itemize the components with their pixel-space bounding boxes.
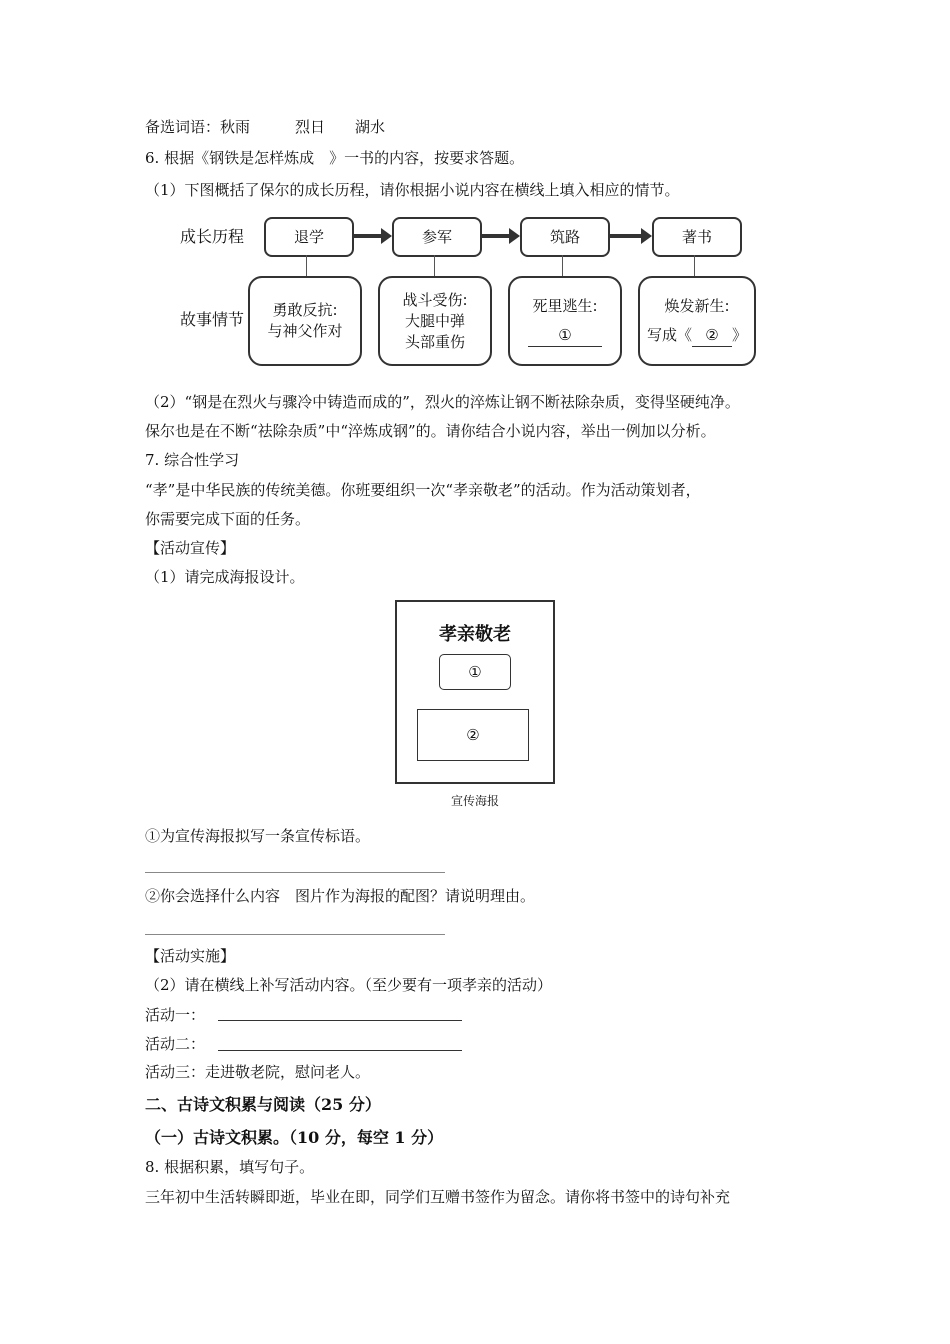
activity-2-label: 活动二： xyxy=(145,1035,206,1053)
question-7-intro-line2: 你需要完成下面的任务。 xyxy=(145,510,311,528)
question-6-1: （1）下图概括了保尔的成长历程，请你根据小说内容在横线上填入相应的情节。 xyxy=(145,181,680,199)
connector xyxy=(694,255,695,277)
question-6: 6. 根据《钢铁是怎样炼成 》一书的内容，按要求答题。 xyxy=(145,149,525,167)
plot-box-2 xyxy=(378,276,492,366)
poster-caption: 宣传海报 xyxy=(450,794,499,808)
slot-marker: ① xyxy=(468,663,482,681)
stage-box-3 xyxy=(520,217,610,257)
connector xyxy=(562,255,563,277)
task-1: ①为宣传海报拟写一条宣传标语。 xyxy=(145,827,371,845)
plot-text: 焕发新生: xyxy=(664,296,730,315)
question-8-intro: 三年初中生活转瞬即逝，毕业在即，同学们互赠书签作为留念。请你将书签中的诗句补充 xyxy=(145,1188,731,1206)
row-label-story: 故事情节 xyxy=(180,310,245,329)
plot-box-1 xyxy=(248,276,362,366)
question-6-2-line2: 保尔也是在不断“祛除杂质”中“淬炼成钢”的。请你结合小说内容，举出一例加以分析。 xyxy=(145,422,716,440)
slot-marker: ② xyxy=(466,726,480,744)
write-prefix: 写成《 xyxy=(646,325,692,344)
plot-box-4 xyxy=(638,276,756,366)
answer-line[interactable] xyxy=(145,934,445,935)
question-7-intro-line1: “孝”是中华民族的传统美德。你班要组织一次“孝亲敬老”的活动。作为活动策划者， xyxy=(145,481,701,499)
plot-text: 勇敢反抗: 与神父作对 xyxy=(267,301,343,340)
activity-2-line[interactable] xyxy=(218,1050,462,1051)
stage-box-2 xyxy=(392,217,482,257)
question-7-2: （2）请在横线上补写活动内容。（至少要有一项孝亲的活动） xyxy=(145,976,553,994)
stage-label: 参军 xyxy=(421,227,452,246)
question-8: 8. 根据积累，填写句子。 xyxy=(145,1158,315,1176)
activity-1-line[interactable] xyxy=(218,1020,462,1021)
connector xyxy=(306,255,307,277)
stage-box-1 xyxy=(264,217,354,257)
candidate-words: 备选词语：秋雨 烈日 湖水 xyxy=(145,118,386,136)
poster-slot-2 xyxy=(417,709,529,761)
promo-header: 【活动宣传】 xyxy=(145,539,236,557)
poster xyxy=(395,600,555,784)
blank-2 xyxy=(692,325,732,347)
section-2-1-heading: （一）古诗文积累。（10 分，每空 1 分） xyxy=(145,1128,444,1147)
answer-line[interactable] xyxy=(145,872,445,873)
task-2: ②你会选择什么内容 图片作为海报的配图？请说明理由。 xyxy=(145,887,536,905)
plot-box-3 xyxy=(508,276,622,366)
arrow-icon xyxy=(352,234,382,238)
book-title-line xyxy=(647,325,747,347)
blank-1 xyxy=(528,325,602,347)
question-7-1: （1）请完成海报设计。 xyxy=(145,568,305,586)
write-suffix: 》 xyxy=(732,325,748,344)
arrow-icon xyxy=(608,234,642,238)
question-6-2-line1: （2）“钢是在烈火与骤冷中铸造而成的”，烈火的淬炼让钢不断祛除杂质，变得坚硬纯净。 xyxy=(145,393,740,411)
section-2-heading: 二、古诗文积累与阅读（25 分） xyxy=(145,1095,381,1114)
connector xyxy=(434,255,435,277)
question-7: 7. 综合性学习 xyxy=(145,451,240,469)
activity-3: 活动三：走进敬老院，慰问老人。 xyxy=(145,1063,371,1081)
arrow-icon xyxy=(480,234,510,238)
stage-label: 筑路 xyxy=(549,227,580,246)
activity-1-label: 活动一： xyxy=(145,1006,206,1024)
row-label-growth: 成长历程 xyxy=(180,227,245,246)
plot-text: 死里逃生: xyxy=(532,296,598,315)
poster-title: 孝亲敬老 xyxy=(439,624,511,645)
stage-label: 退学 xyxy=(293,227,324,246)
plot-text: 战斗受伤: 大腿中弹 头部重伤 xyxy=(402,290,468,351)
blank-marker: ② xyxy=(705,325,719,344)
stage-label: 著书 xyxy=(681,227,712,246)
poster-slot-1 xyxy=(439,654,511,690)
stage-box-4 xyxy=(652,217,742,257)
impl-header: 【活动实施】 xyxy=(145,947,236,965)
blank-marker: ① xyxy=(558,325,572,344)
